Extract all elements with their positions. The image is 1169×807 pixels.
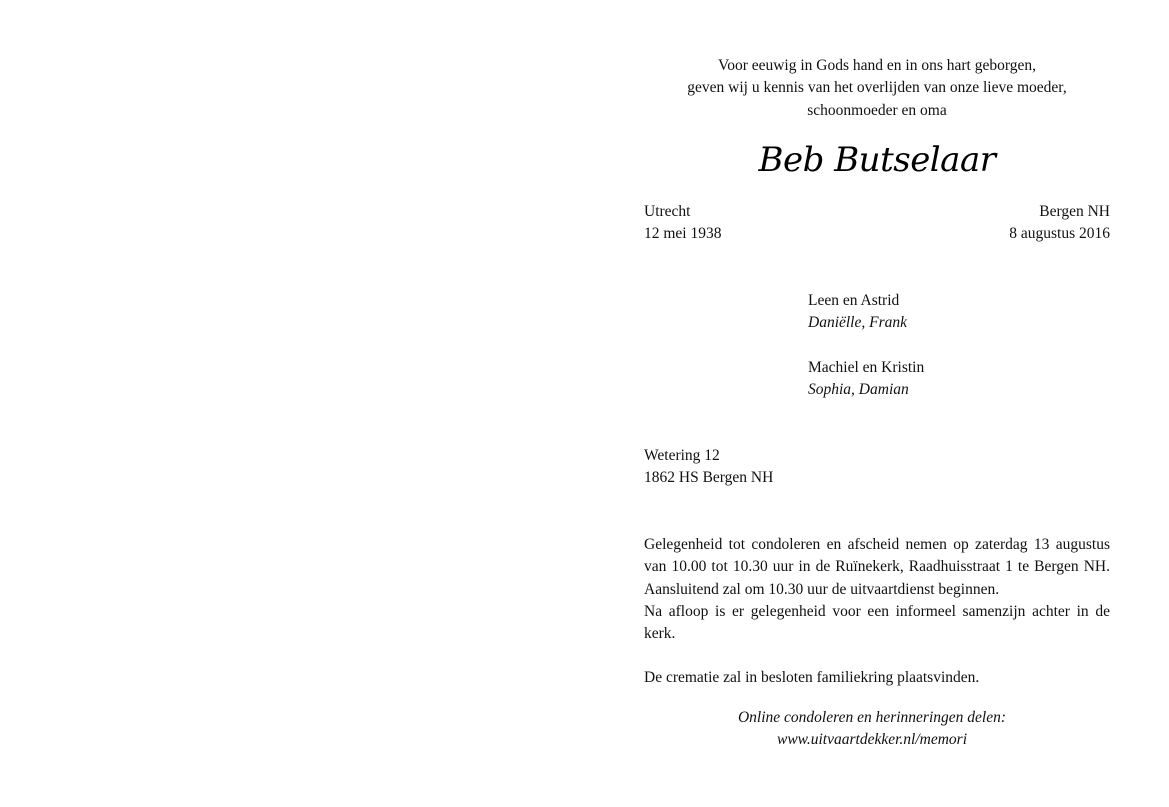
- death-place: Bergen NH: [1039, 203, 1110, 220]
- online-url-link[interactable]: www.uitvaartdekker.nl/memori: [777, 731, 967, 749]
- online-label: Online condoleren en herinneringen delen:: [737, 709, 1006, 726]
- intro-line-1: Voor eeuwig in Gods hand en in ons hart geborgen,: [718, 57, 1036, 74]
- ceremony-paragraph-after: Na afloop is er gelegenheid voor een informeel samenzijn achter in de kerk.: [644, 602, 1110, 643]
- ceremony-paragraph: Gelegenheid tot condoleren en afscheid nemen op zaterdag 13 augustus van 10.00 tot 10.30 uur in de Ruïnekerk, Raadhuisstraat 1 te Bergen NH. Aansluitend zal om 10.30 uur de uitvaartdienst beginnen.: [644, 536, 1110, 598]
- family-names: Machiel en Kristin: [808, 358, 925, 376]
- birth-info: [644, 201, 722, 246]
- death-info: [1009, 201, 1110, 246]
- text-column: [644, 0, 1110, 807]
- family-names: Leen en Astrid: [808, 292, 900, 309]
- family-group: [808, 290, 1108, 335]
- paragraph-spacer: [644, 645, 1110, 667]
- online-condolence: [644, 707, 1100, 752]
- family-group: [808, 357, 1108, 402]
- family-children: Daniëlle, Frank: [808, 314, 908, 332]
- birth-date: 12 mei 1938: [644, 225, 722, 243]
- correspondence-address: [644, 445, 1110, 490]
- family-children: Sophia, Damian: [808, 380, 909, 398]
- birth-death-info: [644, 201, 1110, 246]
- intro-line-2: geven wij u kennis van het overlijden van onze lieve moeder,: [687, 79, 1067, 97]
- death-date: 8 augustus 2016: [1009, 225, 1110, 243]
- family-list: [808, 290, 1108, 423]
- intro-text: [644, 55, 1110, 122]
- address-street: Wetering 12: [644, 447, 720, 464]
- birth-place: Utrecht: [644, 203, 691, 220]
- deceased-name: Beb Butselaar: [758, 140, 996, 180]
- ceremony-info: [644, 534, 1110, 690]
- cremation-note: De crematie zal in besloten familiekring plaatsvinden.: [644, 669, 980, 687]
- intro-line-3: schoonmoeder en oma: [807, 101, 947, 119]
- address-city: 1862 HS Bergen NH: [644, 469, 774, 487]
